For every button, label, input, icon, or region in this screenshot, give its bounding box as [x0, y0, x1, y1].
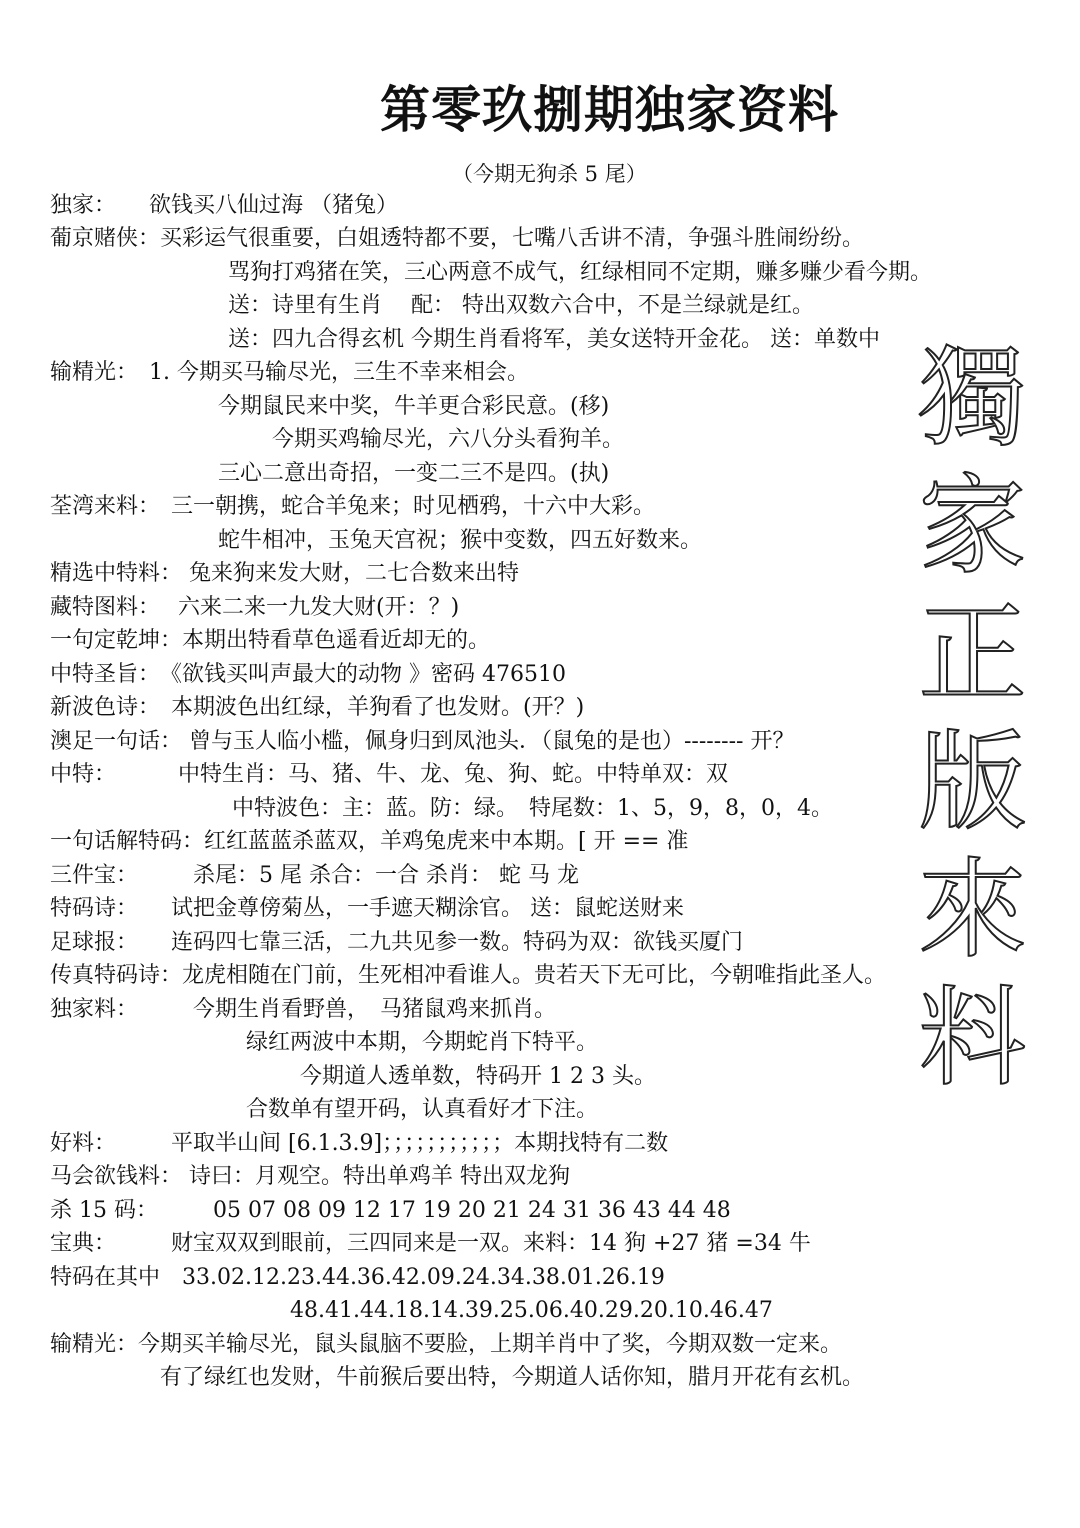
text-line: 骂狗打鸡猪在笑，三心两意不成气，红绿相同不定期，赚多赚少看今期。 — [228, 260, 933, 285]
watermark-char: 家 — [918, 464, 1027, 589]
text-line: 三心二意出奇招，一变二三不是四。(执) — [218, 461, 610, 486]
page-title: 第零玖捌期独家资料 — [380, 80, 839, 139]
text-line: 蛇牛相冲，玉兔天宫祝；猴中变数，四五好数来。 — [218, 528, 703, 553]
text-line: 独家： 欲钱买八仙过海 （猪兔） — [50, 193, 398, 218]
text-line: 送：四九合得玄机 今期生肖看将军，美女送特开金花。 送：单数中 — [228, 327, 880, 352]
watermark-char: 來 — [918, 848, 1027, 973]
text-line: 中特波色：主：蓝。防：绿。 特尾数：1、5，9，8，0，4。 — [232, 796, 833, 821]
text-line: 今期道人透单数，特码开 1 2 3 头。 — [300, 1064, 656, 1089]
text-line: 今期买鸡输尽光，六八分头看狗羊。 — [272, 427, 625, 452]
text-line: 宝典： 财宝双双到眼前，三四同来是一双。来料：14 狗 +27 猪 =34 牛 — [50, 1231, 811, 1256]
text-line: 独家料： 今期生肖看野兽， 马猪鼠鸡来抓肖。 — [50, 997, 557, 1022]
watermark-char: 正 — [918, 592, 1027, 717]
text-line: 新波色诗： 本期波色出红绿，羊狗看了也发财。(开？) — [50, 695, 585, 720]
watermark-char: 獨 — [918, 336, 1027, 461]
text-line: 绿红两波中本期，今期蛇肖下特平。 — [246, 1030, 599, 1055]
text-line: 藏特图料： 六来二来一九发大财(开：？) — [50, 595, 460, 620]
text-line: 荃湾来料： 三一朝携，蛇合羊兔来；时见栖鸦，十六中大彩。 — [50, 494, 656, 519]
watermark-char: 料 — [918, 976, 1027, 1101]
page-subtitle: （今期无狗杀 5 尾） — [452, 162, 647, 186]
text-line: 特码诗： 试把金尊傍菊丛，一手遮天糊涂官。 送：鼠蛇送财来 — [50, 896, 684, 921]
text-line: 一句话解特码：红红蓝蓝杀蓝双，羊鸡兔虎来中本期。[ 开 == 准 — [50, 829, 689, 854]
text-line: 澳足一句话： 曾与玉人临小槛，佩身归到凤池头．（鼠兔的是也）-------- 开？ — [50, 729, 795, 754]
text-line: 足球报： 连码四七靠三活，二九共见参一数。特码为双：欲钱买厦门 — [50, 930, 744, 955]
text-line: 葡京赌侠：买彩运气很重要，白姐透特都不要，七嘴八舌讲不清，争强斗胜闹纷纷。 — [50, 226, 865, 251]
text-line: 48.41.44.18.14.39.25.06.40.29.20.10.46.47 — [290, 1298, 773, 1323]
text-line: 传真特码诗：龙虎相随在门前，生死相冲看谁人。贵若天下无可比，今朝唯指此圣人。 — [50, 963, 887, 988]
text-line: 合数单有望开码，认真看好才下注。 — [246, 1097, 599, 1122]
text-line: 输精光： 1. 今期买马输尽光，三生不幸来相会。 — [50, 360, 529, 385]
text-line: 中特圣旨： 《欲钱买叫声最大的动物 》密码 476510 — [50, 662, 566, 687]
text-line: 今期鼠民来中奖，牛羊更合彩民意。(移) — [218, 394, 610, 419]
text-line: 有了绿红也发财，牛前猴后要出特，今期道人话你知，腊月开花有玄机。 — [160, 1365, 865, 1390]
text-line: 中特： 中特生肖：马、猪、牛、龙、兔、狗、蛇。中特单双：双 — [50, 762, 728, 787]
text-line: 马会欲钱料： 诗曰：月观空。特出单鸡羊 特出双龙狗 — [50, 1164, 570, 1189]
text-line: 输精光：今期买羊输尽光，鼠头鼠脑不要脸，上期羊肖中了奖，今期双数一定来。 — [50, 1332, 843, 1357]
text-line: 特码在其中 33.02.12.23.44.36.42.09.24.34.38.01.26.19 — [50, 1265, 665, 1290]
text-line: 一句定乾坤：本期出特看草色遥看近却无的。 — [50, 628, 491, 653]
text-line: 送：诗里有生肖 配： 特出双数六合中，不是兰绿就是红。 — [228, 293, 814, 318]
text-line: 精选中特料： 兔来狗来发大财，二七合数来出特 — [50, 561, 519, 586]
text-line: 杀 15 码： 05 07 08 09 12 17 19 20 21 24 31 36 43 44 48 — [50, 1198, 731, 1223]
watermark-calligraphy — [905, 335, 1040, 1475]
text-line: 三件宝： 杀尾：5 尾 杀合：一合 杀肖： 蛇 马 龙 — [50, 863, 579, 888]
text-line: 好料： 平取半山间 [6.1.3.9]；；；；；；；；；；；本期找特有二数 — [50, 1131, 669, 1156]
watermark-char: 版 — [918, 720, 1027, 845]
